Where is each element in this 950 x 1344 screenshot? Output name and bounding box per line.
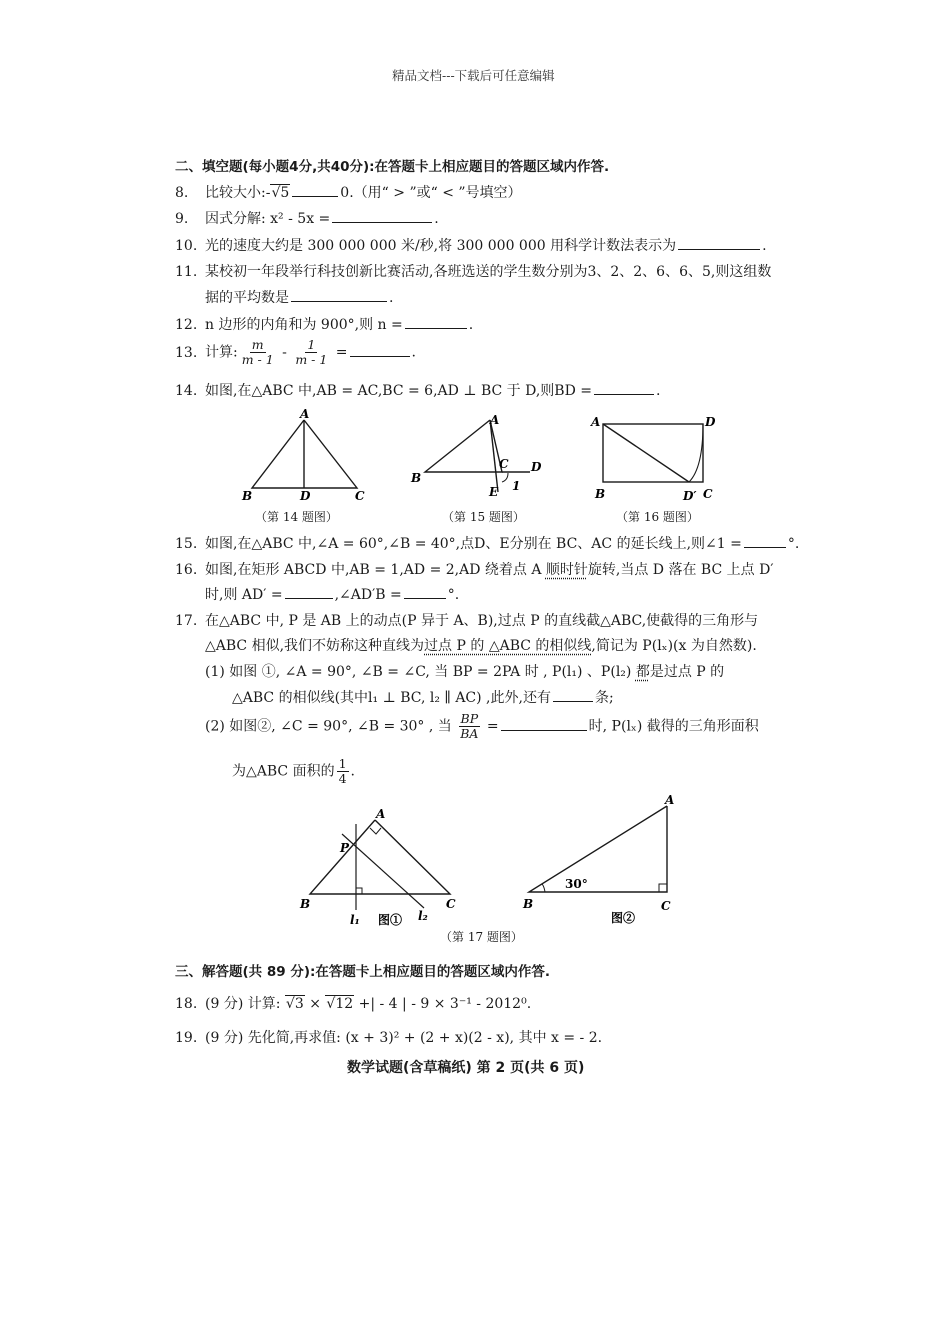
figure-17-caption: （第 17 题图）: [440, 930, 523, 944]
denominator: m - 1: [241, 352, 274, 367]
line-l2: [342, 834, 424, 908]
sqrt-radicand: 12: [335, 996, 354, 1012]
figure-16-caption: （第 16 题图）: [616, 510, 699, 524]
rotation-arc: [689, 424, 703, 482]
question-10: [175, 235, 767, 255]
angle-1-arc: [502, 473, 508, 482]
question-15: [175, 533, 799, 553]
answer-blank: [404, 586, 446, 599]
question-number: 17.: [175, 613, 198, 629]
q17-p1-b: 是过点 P 的: [649, 664, 725, 680]
label-b: B: [523, 897, 534, 911]
label-d: D: [300, 489, 311, 503]
q10-text-a: 光的速度大约是 300 000 000 米/秒,将 300 000 000 用科学计数法表示为: [205, 238, 677, 254]
answer-blank: [405, 316, 467, 329]
q16-line2-a: 时,则 AD′ =: [205, 587, 283, 603]
question-number: 13.: [175, 344, 198, 361]
equals-sign: =: [486, 718, 499, 735]
header-watermark: 精品文档---下载后可任意编辑: [392, 68, 555, 83]
label-b: B: [595, 487, 606, 501]
q17-p1-a: (1) 如图 ①, ∠A = 90°, ∠B = ∠C, 当 BP = 2PA 时 , P(l₁) 、P(l₂): [205, 664, 636, 680]
label-d: D: [531, 460, 542, 474]
denominator: m - 1: [295, 352, 328, 367]
question-17-part2: [205, 712, 759, 741]
numerator: 1: [338, 756, 347, 771]
label-d-prime: D′: [683, 489, 697, 502]
question-13: [175, 338, 416, 367]
label-b: B: [242, 489, 253, 503]
question-9: [175, 208, 439, 228]
question-number: 11.: [175, 264, 198, 280]
answer-blank: [291, 289, 387, 302]
label-d: D: [705, 415, 716, 429]
q8-text-b: 0.（用“ > ”或“ < ”号填空）: [340, 185, 522, 201]
label-a: A: [300, 408, 310, 421]
numerator: 1: [307, 337, 316, 352]
q12-text-b: .: [468, 317, 474, 333]
label-a: A: [665, 793, 675, 807]
question-number: 15.: [175, 536, 198, 552]
question-number: 10.: [175, 238, 198, 254]
angle-b-arc: [542, 884, 545, 892]
question-number: 9.: [175, 211, 189, 227]
sqrt-radicand: 3: [294, 996, 304, 1012]
answer-blank: [350, 344, 410, 357]
label-c: C: [703, 487, 713, 501]
emphasis-dots: 过点 P 的 △ABC 的相似线: [424, 638, 592, 654]
right-angle-mark-l1: [356, 888, 362, 894]
q8-text-a: 比较大小:-: [205, 185, 271, 201]
question-19: [175, 1027, 602, 1047]
section-2-title: 二、填空题(每小题4分,共40分):在答题卡上相应题目的答题区域内作答.: [175, 159, 610, 175]
q9-text-a: 因式分解: x² - 5x =: [205, 211, 331, 227]
question-14: [175, 380, 660, 400]
label-l2: l₂: [418, 909, 428, 923]
label-b: B: [300, 897, 311, 911]
question-17-line2: [205, 635, 757, 655]
question-number: 12.: [175, 317, 198, 333]
q16-line2-c: °.: [447, 587, 460, 603]
fraction-one-quarter: [337, 757, 349, 786]
denominator: 4: [338, 771, 347, 786]
equals-sign: =: [335, 344, 348, 361]
label-c: C: [499, 457, 509, 471]
figure-label-2: 图②: [611, 911, 636, 925]
q11-line2-b: .: [389, 290, 394, 306]
question-number: 18.: [175, 996, 198, 1012]
question-number: 14.: [175, 383, 198, 399]
q9-text-b: .: [434, 211, 439, 227]
fraction-bp-ba: [458, 712, 480, 741]
label-a: A: [376, 807, 386, 821]
q19-text: (9 分) 先化简,再求值: (x + 3)² + (2 + x)(2 - x), 其中 x = - 2.: [205, 1030, 603, 1046]
q17-p2-line2-a: 为△ABC 面积的: [232, 763, 335, 780]
figure-15-caption: （第 15 题图）: [442, 510, 525, 524]
sqrt-radicand: 5: [280, 185, 290, 201]
label-c: C: [446, 897, 456, 911]
figure-16: [585, 410, 725, 502]
q17-p2-line2-b: .: [350, 763, 355, 780]
label-p: P: [340, 841, 350, 855]
q17-line2-a: △ABC 相似,我们不妨称这种直线为: [205, 638, 425, 654]
sqrt-3: √3: [285, 996, 304, 1012]
right-angle-mark-c: [659, 884, 667, 892]
answer-blank: [678, 237, 760, 250]
question-11-line2: [205, 287, 393, 307]
figure-14: [230, 408, 380, 508]
q16-line2-b: ,∠AD′B =: [334, 587, 402, 603]
fraction-1: [240, 338, 276, 367]
figure-14-caption: （第 14 题图）: [255, 510, 338, 524]
figure-17-2: [515, 792, 685, 932]
q17-p1-line2-a: △ABC 的相似线(其中l₁ ⊥ BC, l₂ ∥ AC) ,此外,还有: [232, 690, 551, 706]
label-b: B: [411, 471, 422, 485]
question-number: 8.: [175, 185, 189, 201]
triangle-abc: [529, 806, 667, 892]
sqrt-5: √5: [271, 185, 290, 201]
answer-blank: [594, 382, 654, 395]
emphasis-dots: 都: [635, 664, 650, 680]
answer-blank: [744, 535, 786, 548]
figure-label-1: 图①: [378, 913, 403, 927]
figure-17-1: [290, 802, 475, 932]
label-l1: l₁: [350, 913, 360, 927]
label-a: A: [490, 413, 500, 427]
question-number: 16.: [175, 562, 198, 578]
times-sign: ×: [304, 996, 326, 1012]
q15-text-b: °.: [787, 536, 800, 552]
question-17: [175, 610, 758, 630]
q14-text-a: 如图,在△ABC 中,AB = AC,BC = 6,AD ⊥ BC 于 D,则BD =: [205, 383, 592, 399]
numerator: BP: [460, 711, 479, 726]
question-12: [175, 314, 473, 334]
q16-line1-b: 旋转,当点 D 落在 BC 上点 D′: [587, 562, 774, 578]
page-footer: 数学试题(含草稿纸) 第 2 页(共 6 页): [347, 1060, 585, 1076]
q11-line1: 某校初一年段举行科技创新比赛活动,各班选送的学生数分别为3、2、2、6、6、5,则这组数: [205, 264, 772, 280]
answer-blank: [285, 586, 333, 599]
answer-blank: [292, 184, 338, 197]
answer-blank: [332, 210, 432, 223]
figure-15: [405, 410, 555, 502]
q17-p2-a: (2) 如图②, ∠C = 90°, ∠B = 30° , 当: [205, 718, 452, 735]
minus-sign: -: [282, 344, 287, 361]
q16-line1-a: 如图,在矩形 ABCD 中,AB = 1,AD = 2,AD 绕着点 A: [205, 562, 546, 578]
answer-blank: [553, 689, 593, 702]
q17-p2-c: 时, P(lₓ) 截得的三角形面积: [588, 718, 759, 735]
section-3-title: 三、解答题(共 89 分):在答题卡上相应题目的答题区域内作答.: [175, 964, 551, 980]
q11-line2-a: 据的平均数是: [205, 290, 289, 306]
label-1: 1: [512, 479, 521, 493]
label-a: A: [591, 415, 601, 429]
denominator: BA: [460, 726, 479, 741]
label-angle-30: 30°: [565, 877, 588, 891]
label-c: C: [355, 489, 365, 503]
sqrt-12: √12: [326, 996, 354, 1012]
q13-text-c: .: [411, 344, 416, 361]
answer-blank: [501, 718, 587, 731]
question-11: [175, 261, 771, 281]
right-angle-mark-a: [370, 828, 381, 834]
question-17-part1-line2: [232, 687, 614, 707]
question-16-line2: [205, 584, 459, 604]
q10-text-b: .: [762, 238, 767, 254]
question-18: [175, 993, 531, 1013]
q13-text-a: 计算:: [205, 344, 238, 361]
emphasis-dots: 顺时针: [545, 562, 588, 578]
q15-text-a: 如图,在△ABC 中,∠A = 60°,∠B = 40°,点D、E分别在 BC、AC 的延长线上,则∠1 =: [205, 536, 742, 552]
question-16: [175, 559, 774, 579]
rectangle-abcd: [603, 424, 703, 482]
q17-p1-line2-b: 条;: [594, 690, 614, 706]
segment-ad-prime: [603, 424, 689, 482]
triangle-abc: [310, 820, 450, 894]
q18-text-a: (9 分) 计算:: [205, 996, 285, 1012]
question-17-part1: [205, 661, 724, 681]
label-e: E: [489, 485, 499, 499]
q18-text-b: +| - 4 | - 9 × 3⁻¹ - 2012⁰.: [354, 996, 532, 1012]
q17-line2-b: ,简记为 P(lₓ)(x 为自然数).: [591, 638, 757, 654]
question-number: 19.: [175, 1030, 198, 1046]
question-17-part2-line2: [232, 757, 355, 786]
numerator: m: [251, 337, 264, 352]
q14-text-b: .: [655, 383, 661, 399]
label-c: C: [661, 899, 671, 913]
extension-ae: [490, 420, 498, 492]
question-8: [175, 182, 522, 202]
fraction-2: [293, 338, 329, 367]
q17-line1: 在△ABC 中, P 是 AB 上的动点(P 异于 A、B),过点 P 的直线截△ABC,使截得的三角形与: [205, 613, 759, 629]
q12-text-a: n 边形的内角和为 900°,则 n =: [205, 317, 403, 333]
